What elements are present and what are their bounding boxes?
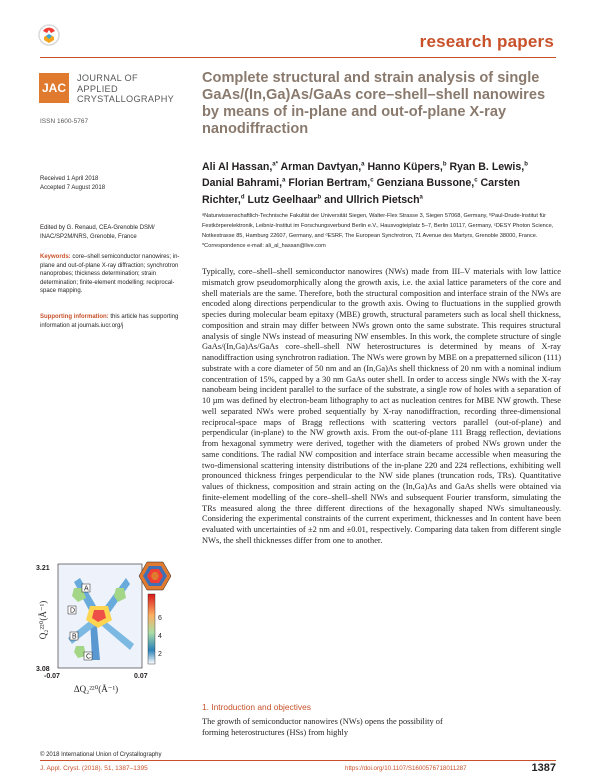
received-date: Received 1 April 2018: [40, 176, 99, 182]
header-rule: [40, 57, 556, 58]
supporting-info: [40, 313, 186, 330]
journal-logo-mark: JAC: [39, 73, 69, 103]
label-a: A: [84, 585, 89, 593]
colorbar-tick-4: 4: [158, 633, 162, 640]
label-c: C: [86, 653, 92, 661]
abstract: Typically, core–shell–shell semiconductor nanowires (NWs) made from III–V materials with low lattice mismatch grow pseudomorphically along the growth axis, i.e. the axial lattice parameters of the core and shell materials are the same. Therefore, both the structural composition and interface strain of the NWs are encoded along directions perpendicular to the growth axis. Owing to fluctuations in the supplied growth species during molecular beam epitaxy (MBE) growth, structural parameters such as local shell thickness, composition and strain may differ between NWs grown onto the same substrate. This requires structural analysis of single NWs instead of measuring NW ensembles. In this work, the complete structure of single GaAs/(In,Ga)As/GaAs core–shell–shell NW heterostructures is determined by means of X-ray nanodiffraction using synchrotron radiation. The NWs were grown by MBE on a prepatterned silicon (111) substrate with a core diameter of 50 nm and an (In,Ga)As shell thickness of 20 nm with a nominal indium concentration of 15%, capped by a 30 nm GaAs outer shell. In order to access single NWs with the X-ray nanobeam being incident parallel to the surface of the substrate, a single row of holes with a separation of 10 µm was defined by electron-beam lithography to act as nucleation centres for MBE NW growth. These well separated NWs were probed sequentially by X-ray nanodiffraction, recording three-dimensional reciprocal-space maps of Bragg reflections with scattering vectors parallel (out-of-plane) and perpendicular (in-plane) to the NW growth axis. From the out-of-plane 111 Bragg reflection, deviations from hexagonal symmetry were derived, together with the diameters of probed NWs grown under the same conditions. The radial NW composition and interface strain became accessible when measuring the two-dimensional scattering intensity distributions of the in-plane 22̄0 and 22̄4 reflections, exhibiting well pronounced thickness fringes perpendicular to the NW side planes (truncation rods, TRs). Quantitative values of thickness, composition and strain acting on the (In,Ga)As and GaAs shells were obtained via finite-element modelling of the core–shell–shell NWs and subsequent Fourier transform, simulating the TRs measured along the three different directions of the hexagonally shaped NWs simultaneously. Considering the experimental constraints of the current experiment, thicknesses and In content have been evaluated with uncertainties of ±2 nm and ±0.01, respectively. Comparing data taken from different single NWs, the shell thicknesses differ from one to another.: [202, 267, 561, 545]
page-number: 1387: [531, 762, 556, 774]
author: Danial Bahrami,$^a$: [202, 177, 286, 190]
affiliations: ᵃNaturwissenschaftlich-Technische Fakultät der Universität Siegen, Walter-Flex Strasse 3, Siegen 57068, Germany, ᵇPaul-Drude-Institut für Festkörperelektronik, Leibniz-Institut im Forschungsverbund Berlin e.V., Hausvogteiplatz 5–7, Berlin 10117, Germany, ᶜDESY Photon Science, Notkestrasse 85, Hamburg 22607, Germany, and ᵈESRF, The European Synchrotron, 71 Avenue des Martyrs, Grenoble 38000, France. *Correspondence e-mail: ali_al_hassan@live.com: [202, 213, 554, 249]
x-axis-label: ΔQ₂²²⁰(Å⁻¹): [73, 684, 119, 694]
citation: J. Appl. Cryst. (2018). 51, 1387–1395: [40, 765, 148, 772]
author: Ali Al Hassan,$^{a*}$: [202, 160, 278, 173]
y-tick-bottom: 3.08: [36, 666, 50, 673]
x-tick-left: -0.07: [44, 673, 60, 680]
intro-text: The growth of semiconductor nanowires (NWs) opens the possibility of forming heterostructures (HSs) from highly: [202, 717, 443, 737]
keywords-text: core–shell semiconductor nanowires; in-plane and out-of-plane X-ray diffraction; synchrotron nanoprobes; thickness determination; strain determination; finite-element modelling; reciprocal-space mapping.: [40, 254, 180, 294]
article-dates: [40, 175, 186, 192]
journal-name: [77, 73, 174, 105]
footer-rule: [40, 760, 556, 761]
journal-name-line1: JOURNAL OF: [77, 73, 138, 83]
author: Arman Davtyan,$^a$: [280, 160, 365, 173]
label-d: D: [70, 607, 76, 615]
keywords-label: Keywords:: [40, 254, 71, 260]
colorbar-tick-2: 2: [158, 651, 162, 658]
issn: ISSN 1600-5767: [40, 118, 89, 125]
hexagon-inset: [139, 562, 171, 590]
section-title: research papers: [419, 32, 554, 51]
y-tick-top: 3.21: [36, 565, 50, 572]
paper-title: Complete structural and strain analysis of single GaAs/(In,Ga)As/GaAs core–shell–shell nanowires by means of in-plane and out-of-plane X-ray nanodiffraction: [202, 70, 546, 137]
y-axis-label: Q₂²²⁰(Å⁻¹): [38, 600, 48, 640]
crossmark-icon[interactable]: [38, 24, 60, 46]
author: Florian Bertram,$^c$: [288, 177, 374, 190]
journal-name-line2: APPLIED: [77, 83, 118, 94]
journal-logo[interactable]: [39, 73, 179, 118]
colorbar: [148, 594, 155, 664]
accepted-date: Accepted 7 August 2018: [40, 184, 106, 191]
author: Carsten Richter,$^d$: [202, 177, 520, 206]
colorbar-tick-6: 6: [158, 615, 162, 622]
editor-note: Edited by G. Renaud, CEA-Grenoble DSM/ INAC/SP2M/NRS, Grenoble, France: [40, 225, 155, 240]
keywords: [40, 253, 186, 296]
x-tick-right: 0.07: [134, 673, 148, 680]
label-b: B: [72, 633, 77, 641]
journal-name-line3: CRYSTALLOGRAPHY: [77, 94, 175, 104]
doi-link[interactable]: https://doi.org/10.1107/S1600576718011287: [345, 765, 467, 772]
author: Hanno Küpers,$^b$: [367, 160, 447, 173]
author: Ryan B. Lewis,$^b$: [449, 160, 528, 173]
author: and Ullrich Pietsch$^a$: [324, 194, 423, 206]
intro-heading: 1. Introduction and objectives: [202, 702, 311, 712]
graphical-abstract-figure: [30, 558, 190, 710]
author: Lutz Geelhaar$^b$: [247, 194, 322, 206]
author-list: [202, 157, 562, 207]
copyright: © 2018 International Union of Crystallography: [40, 752, 162, 758]
supporting-text[interactable]: this article has supporting information at journals.iucr.org/j: [40, 314, 179, 329]
supporting-label: Supporting information:: [40, 314, 109, 320]
author: Genziana Bussone,$^c$: [376, 177, 478, 190]
